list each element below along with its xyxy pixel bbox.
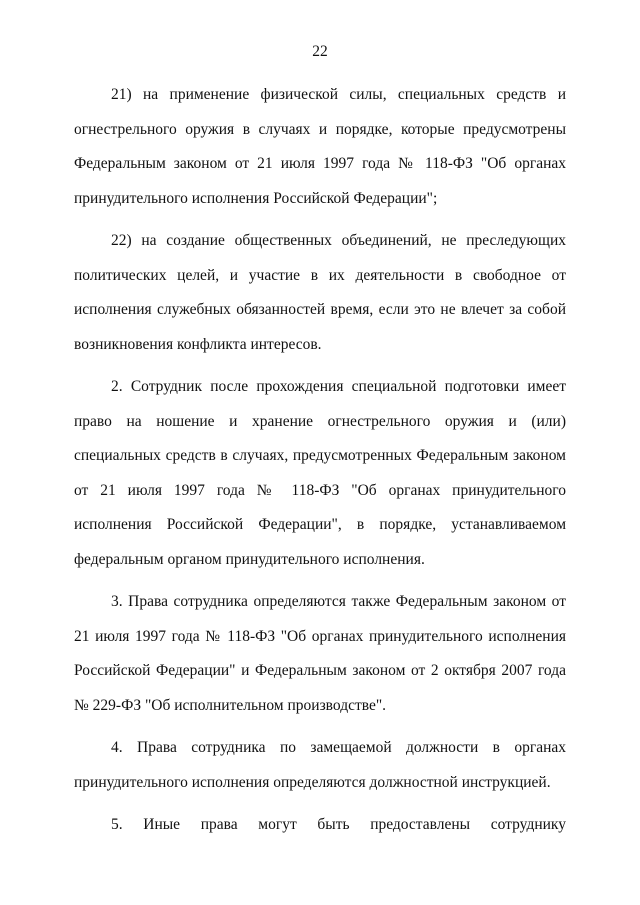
paragraph-21 (74, 78, 566, 216)
paragraph-text: 21) на применение физической силы, специальных средств и огнестрельного оружия в случаях и порядке, которые предусмотрены Федеральным законом от 21 июля 1997 года № 118-ФЗ "Об органах принудительного исполнения Российской Федерации"; (74, 86, 566, 207)
paragraph-text: 5. Иные права могут быть предоставлены сотруднику (111, 816, 566, 833)
paragraph-4 (74, 731, 566, 800)
page-number: 22 (312, 43, 328, 60)
paragraph-text: 4. Права сотрудника по замещаемой должности в органах принудительного исполнения определяются должностной инструкцией. (74, 739, 566, 791)
paragraph-2 (74, 370, 566, 577)
paragraph-22 (74, 224, 566, 362)
paragraph-3 (74, 585, 566, 723)
paragraph-text: 2. Сотрудник после прохождения специальной подготовки имеет право на ношение и хранение огнестрельного оружия и (или) специальных средств в случаях, предусмотренных Федеральным законом от 21 июля 1997 года № 118-ФЗ "Об органах принудительного исполнения Российской Федерации", в порядке, устанавливаемом федеральным органом принудительного исполнения. (74, 378, 566, 568)
paragraph-5 (74, 808, 566, 843)
paragraph-text: 22) на создание общественных объединений, не преследующих политических целей, и участие в их деятельности в свободное от исполнения служебных обязанностей время, если это не влечет за собой возникновения конфликта интересов. (74, 232, 566, 353)
paragraph-text: 3. Права сотрудника определяются также Федеральным законом от 21 июля 1997 года № 118-ФЗ "Об органах принудительного исполнения Российской Федерации" и Федеральным законом от 2 октября 2007 года № 229-ФЗ "Об исполнительном производстве". (74, 593, 566, 714)
